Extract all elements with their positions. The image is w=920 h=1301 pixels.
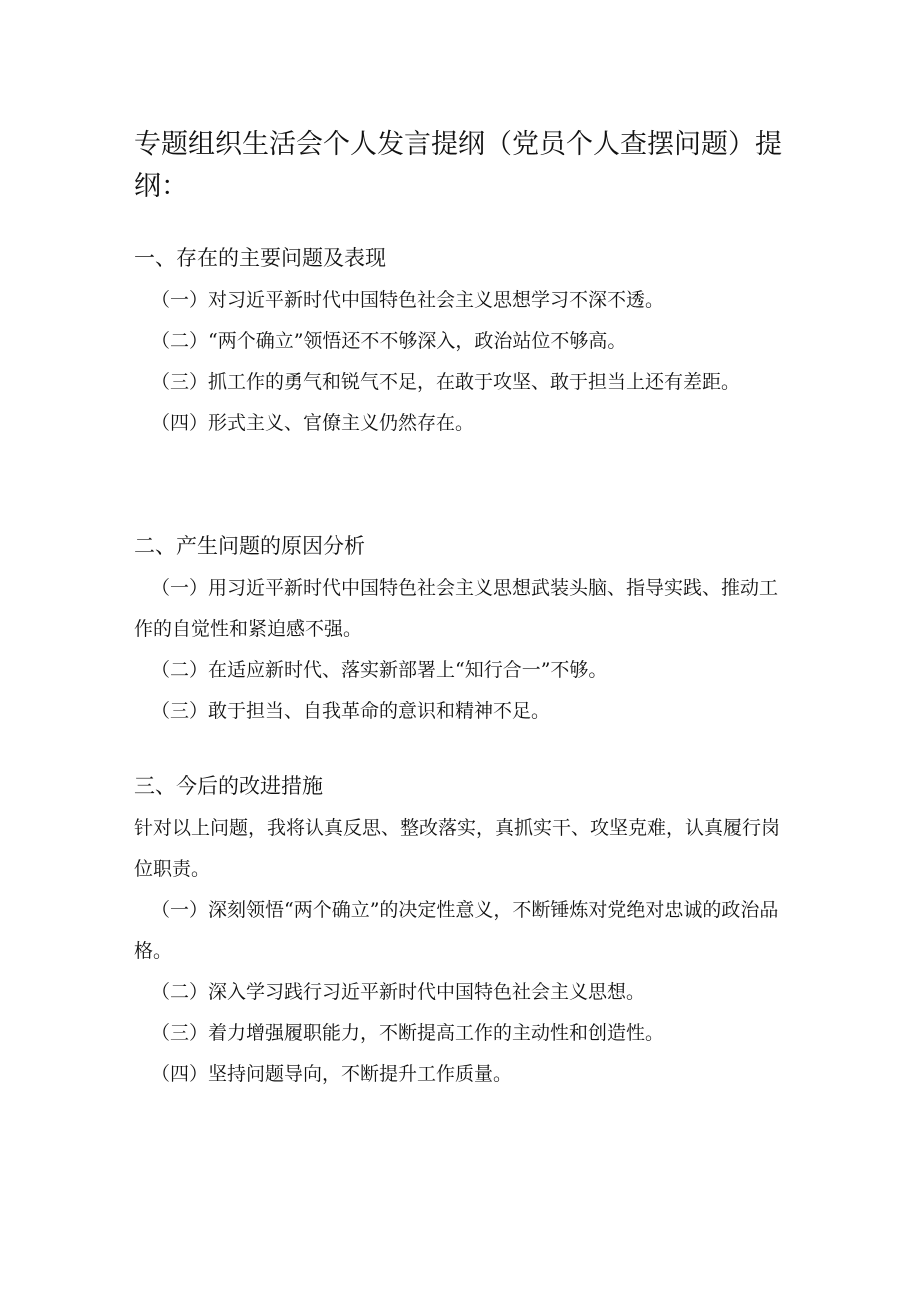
measures-intro: 针对以上问题，我将认真反思、整改落实，真抓实干、攻坚克难，认真履行岗位职责。 [134, 817, 781, 880]
section-heading: 一、存在的主要问题及表现 [134, 246, 386, 270]
measure-item-2: （二）深入学习践行习近平新时代中国特色社会主义思想。 [151, 981, 646, 1003]
measure-item-3: （三）着力增强履职能力，不断提高工作的主动性和创造性。 [151, 1022, 665, 1044]
problem-item-4: （四）形式主义、官僚主义仍然存在。 [151, 412, 475, 434]
section-heading: 二、产生问题的原因分析 [134, 534, 365, 558]
cause-item-1: （一）用习近平新时代中国特色社会主义思想武装头脑、指导实践、推动工作的自觉性和紧迫感不强。 [134, 577, 779, 640]
problem-item-3: （三）抓工作的勇气和锐气不足，在敢于攻坚、敢于担当上还有差距。 [151, 371, 741, 393]
section-heading: 三、今后的改进措施 [134, 774, 323, 798]
problem-item-2: （二）“两个确立”领悟还不不够深入，政治站位不够高。 [151, 330, 627, 352]
cause-item-3: （三）敢于担当、自我革命的意识和精神不足。 [151, 700, 551, 722]
measure-item-4: （四）坚持问题导向，不断提升工作质量。 [151, 1063, 513, 1085]
document-title: 专题组织生活会个人发言提纲（党员个人查摆问题）提纲： [134, 129, 782, 202]
measure-item-1: （一）深刻领悟“两个确立”的决定性意义，不断锤炼对党绝对忠诚的政治品格。 [134, 899, 779, 962]
section-cause-analysis [134, 528, 794, 732]
cause-item-2: （二）在适应新时代、落实新部署上“知行合一”不够。 [151, 659, 608, 681]
problem-item-1: （一）对习近平新时代中国特色社会主义思想学习不深不透。 [151, 289, 665, 311]
section-improvement-measures [134, 768, 794, 1095]
section-existing-problems [134, 240, 794, 444]
